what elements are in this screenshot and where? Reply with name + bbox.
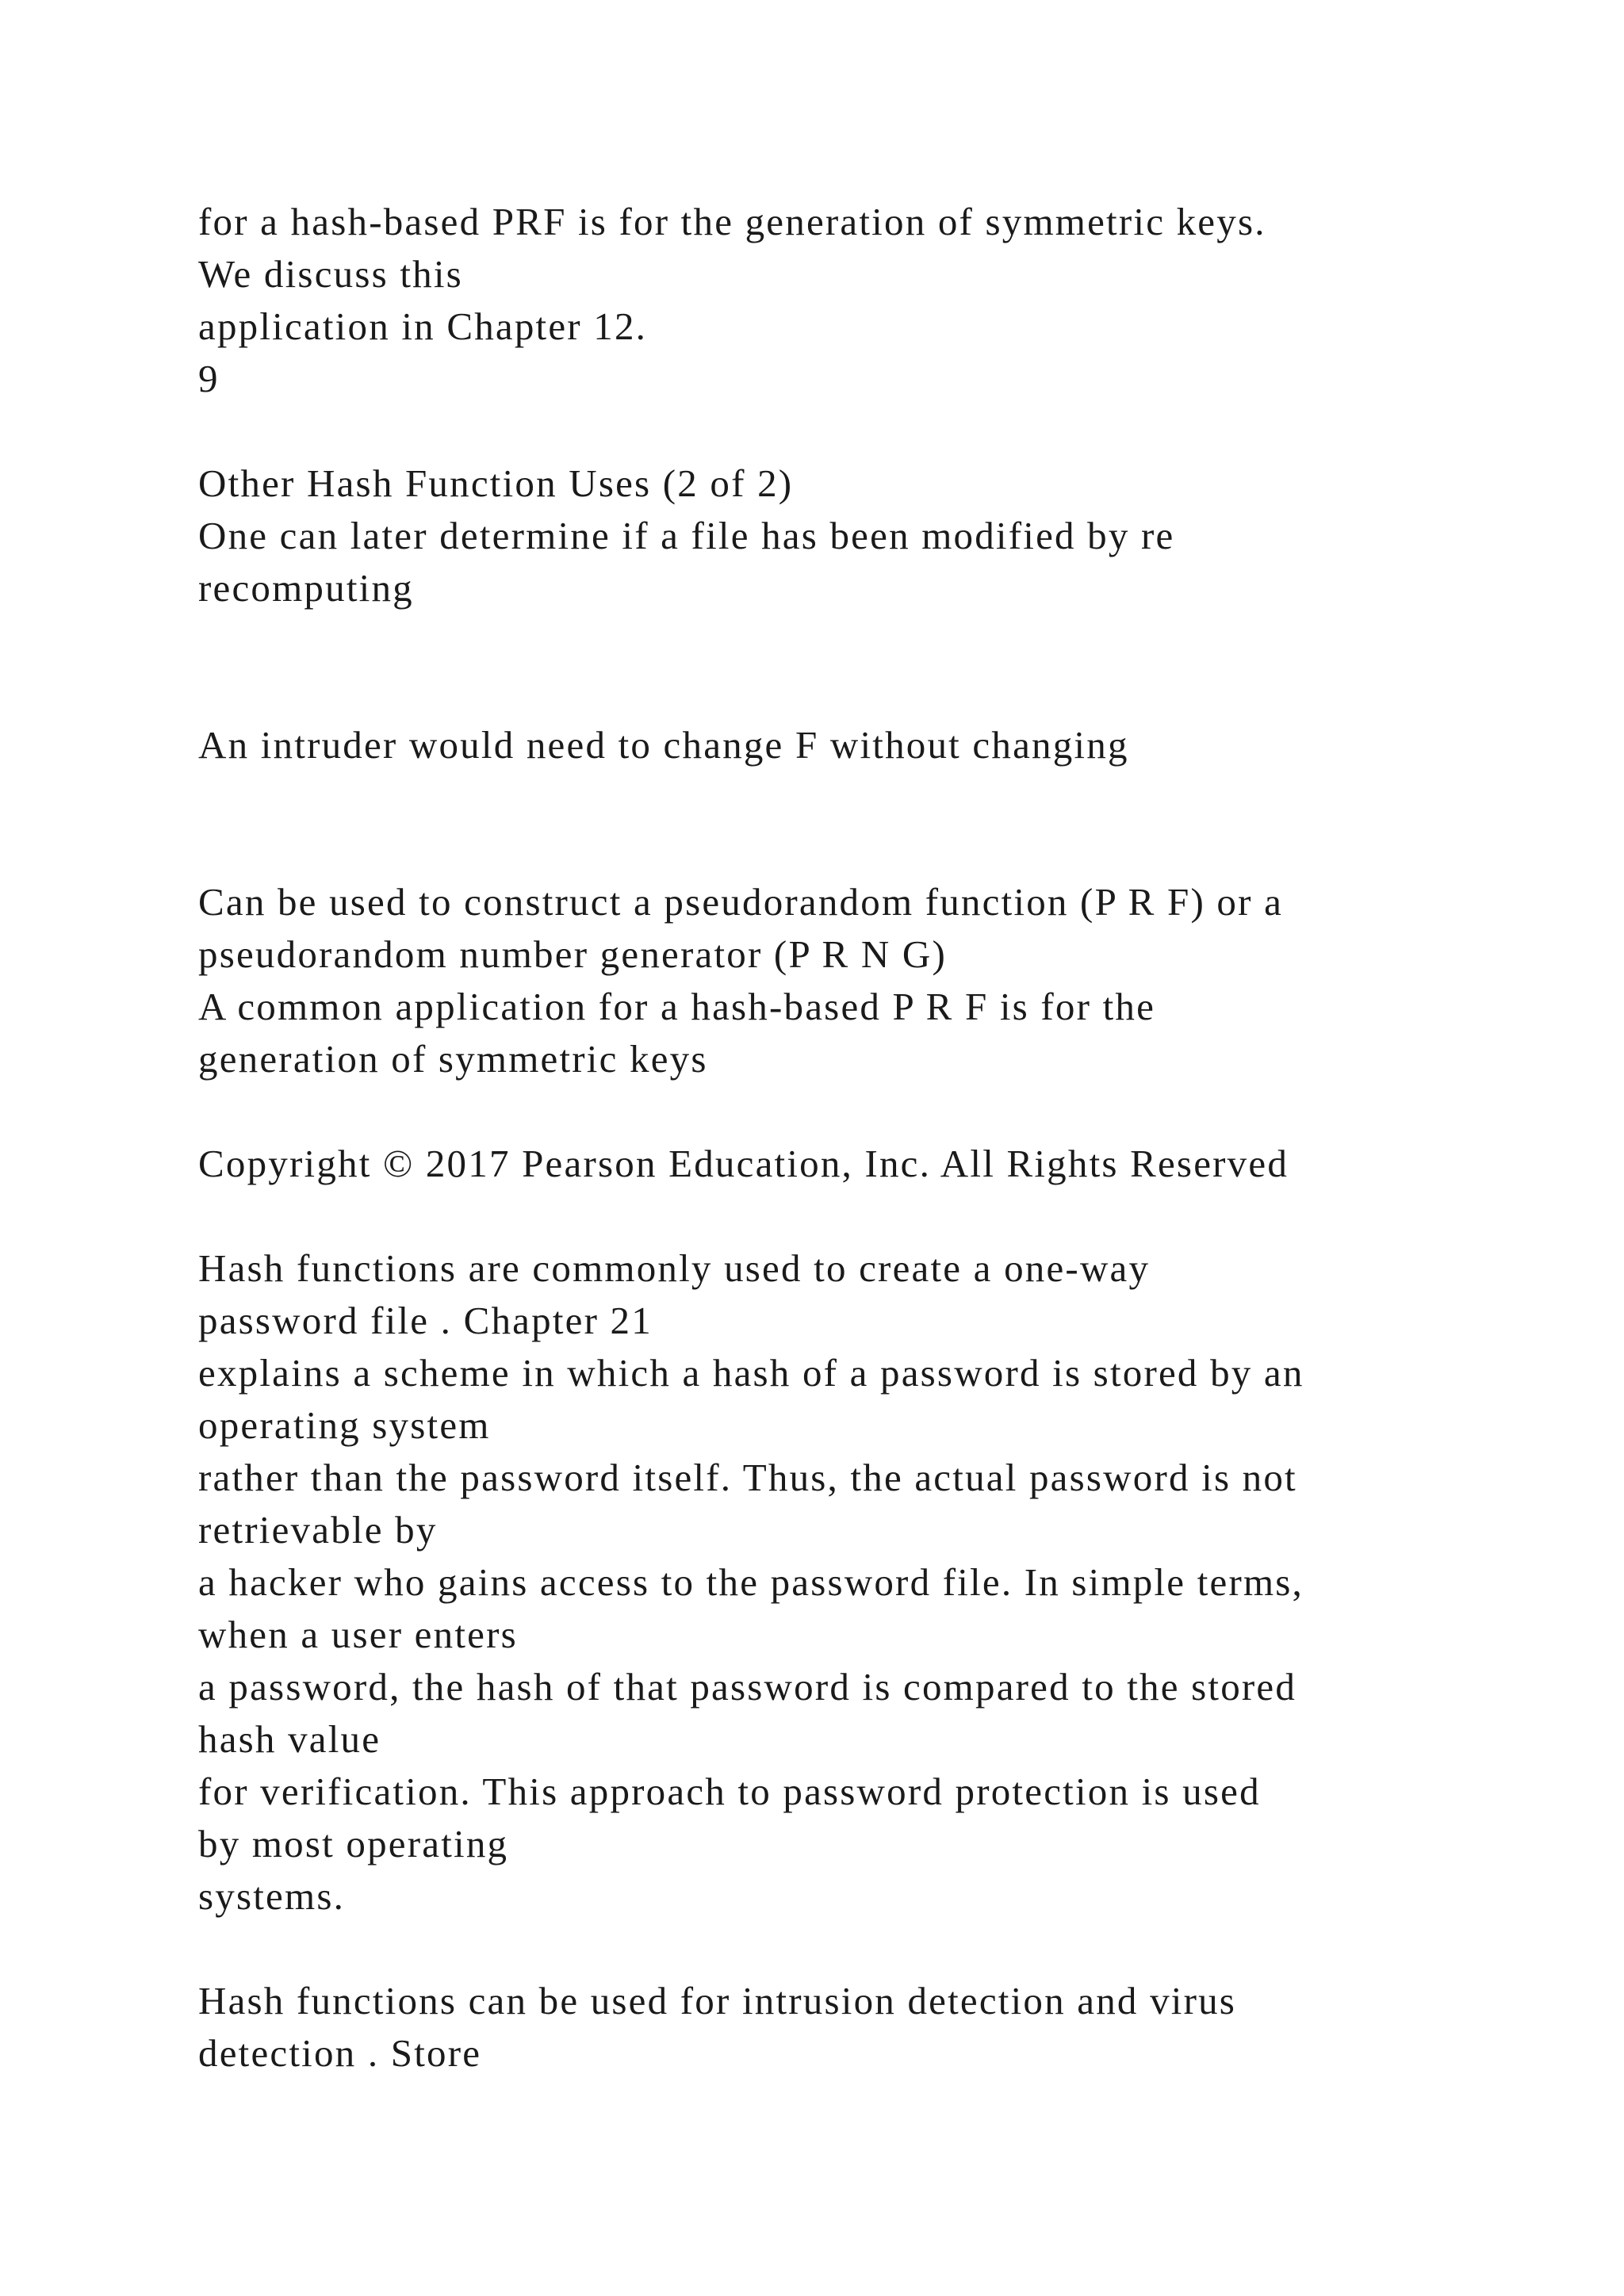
page-number: 9 [198, 357, 220, 400]
text-line: for a hash-based PRF is for the generation of symmetric keys. [198, 200, 1266, 243]
text-line: An intruder would need to change F without changing [198, 723, 1129, 767]
text-line: pseudorandom number generator (P R N G) [198, 932, 947, 976]
text-line: recomputing [198, 566, 414, 610]
slide-title: Other Hash Function Uses (2 of 2) [198, 461, 794, 505]
text-line: systems. [198, 1874, 346, 1918]
text-line: for verification. This approach to password protection is used [198, 1770, 1261, 1813]
text-line: hash value [198, 1717, 381, 1761]
text-line: Hash functions are commonly used to create a one-way [198, 1246, 1151, 1290]
text-line: password file . Chapter 21 [198, 1299, 653, 1342]
text-line: by most operating [198, 1822, 509, 1866]
copyright-notice: Copyright © 2017 Pearson Education, Inc. All Rights Reserved [198, 1142, 1289, 1185]
text-line: application in Chapter 12. [198, 304, 648, 348]
text-line: One can later determine if a file has been modified by re [198, 514, 1175, 557]
text-line: detection . Store [198, 2031, 482, 2075]
text-line: operating system [198, 1403, 491, 1447]
text-line: Can be used to construct a pseudorandom function (P R F) or a [198, 880, 1284, 924]
text-line: a hacker who gains access to the password file. In simple terms, [198, 1560, 1304, 1604]
text-line: A common application for a hash-based P R F is for the [198, 985, 1156, 1028]
text-line: Hash functions can be used for intrusion detection and virus [198, 1979, 1237, 2022]
text-line: explains a scheme in which a hash of a password is stored by an [198, 1351, 1304, 1395]
text-line: when a user enters [198, 1613, 518, 1656]
text-line: retrievable by [198, 1508, 438, 1552]
text-line: generation of symmetric keys [198, 1037, 708, 1081]
text-line: rather than the password itself. Thus, the actual password is not [198, 1456, 1297, 1499]
text-line: a password, the hash of that password is compared to the stored [198, 1665, 1297, 1709]
text-line: We discuss this [198, 252, 463, 296]
